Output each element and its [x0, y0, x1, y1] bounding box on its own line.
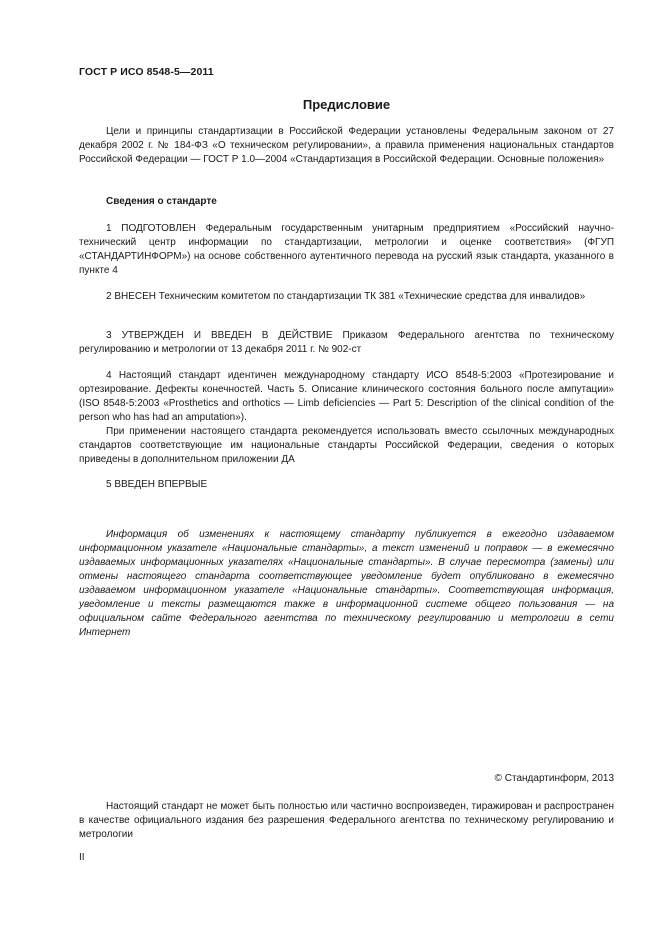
intro-paragraph: Цели и принципы стандартизации в Российской Федерации установлены Федеральным законом от 27 декабря 2002 г. № 184-ФЗ «О техническом регулировании», а правила применения национальных стандартов Российской Федерации — ГОСТ Р 1.0—2004 «Стандартизация в Российской Федерации. Основные положения»: [79, 126, 614, 165]
subheading: Сведения о стандарте: [106, 196, 217, 207]
item-4: [79, 369, 614, 467]
item-5: [79, 478, 614, 492]
page-title: Предисловие: [302, 97, 391, 112]
item-5-text: 5 ВВЕДЕН ВПЕРВЫЕ: [106, 479, 208, 490]
item-1-text: 1 ПОДГОТОВЛЕН Федеральным государственным унитарным предприятием «Российский научно-технический центр информации по стандартизации, метрологии и оценке соответствия» (ФГУП «СТАНДАРТИНФОРМ») на основе собственного аутентичного перевода на русский язык стандарта, указанного в пункте 4: [79, 223, 614, 276]
item-1: [79, 222, 614, 278]
notice-paragraph: Информация об изменениях к настоящему стандарту публикуется в ежегодно издаваемом информационном указателе «Национальные стандарты», а текст изменений и поправок — в ежемесячно издаваемых информационных указателях «Национальные стандарты». В случае пересмотра (замены) или отмены настоящего стандарта соответствующее уведомление будет опубликовано в ежемесячно издаваемом информационном указателе «Национальные стандарты». Соответствующая информация, уведомление и тексты размещаются также в информационной системе общего пользования — на официальном сайте Федерального агентства по техническому регулированию и метрологии в сети Интернет: [79, 529, 614, 638]
item-3: [79, 329, 614, 357]
reproduction-paragraph: Настоящий стандарт не может быть полностью или частично воспроизведен, тиражирован и распространен в качестве официального издания без разрешения Федерального агентства по техническому регулированию и метрологии: [79, 801, 614, 840]
notice-block: [79, 528, 614, 640]
item-2: [79, 290, 614, 304]
reproduction-block: [79, 800, 614, 842]
intro-block: [79, 125, 614, 167]
item-3-text: 3 УТВЕРЖДЕН И ВВЕДЕН В ДЕЙСТВИЕ Приказом Федерального агентства по техническому регулированию и метрологии от 13 декабря 2011 г. № 902-ст: [79, 330, 614, 355]
item-4-text: 4 Настоящий стандарт идентичен международному стандарту ИСО 8548-5:2003 «Протезирование и ортезирование. Дефекты конечностей. Часть 5. Описание клинического состояния больного после ампутации» (ISO 8548-5:2003 «Prosthetics and orthotics — Limb deficiencies — Part 5: Description of the clinical condition of the person who has had an amputation»).: [79, 370, 614, 423]
page-number: II: [79, 852, 85, 863]
item-4-note: При применении настоящего стандарта рекомендуется использовать вместо ссылочных международных стандартов соответствующие им национальные стандарты Российской Федерации, сведения о которых приведены в дополнительном приложении ДА: [79, 426, 614, 465]
copyright-line: © Стандартинформ, 2013: [494, 773, 614, 784]
item-2-text: 2 ВНЕСЕН Техническим комитетом по стандартизации ТК 381 «Технические средства для инвалидов»: [106, 291, 586, 302]
document-code: ГОСТ Р ИСО 8548-5—2011: [79, 66, 214, 78]
